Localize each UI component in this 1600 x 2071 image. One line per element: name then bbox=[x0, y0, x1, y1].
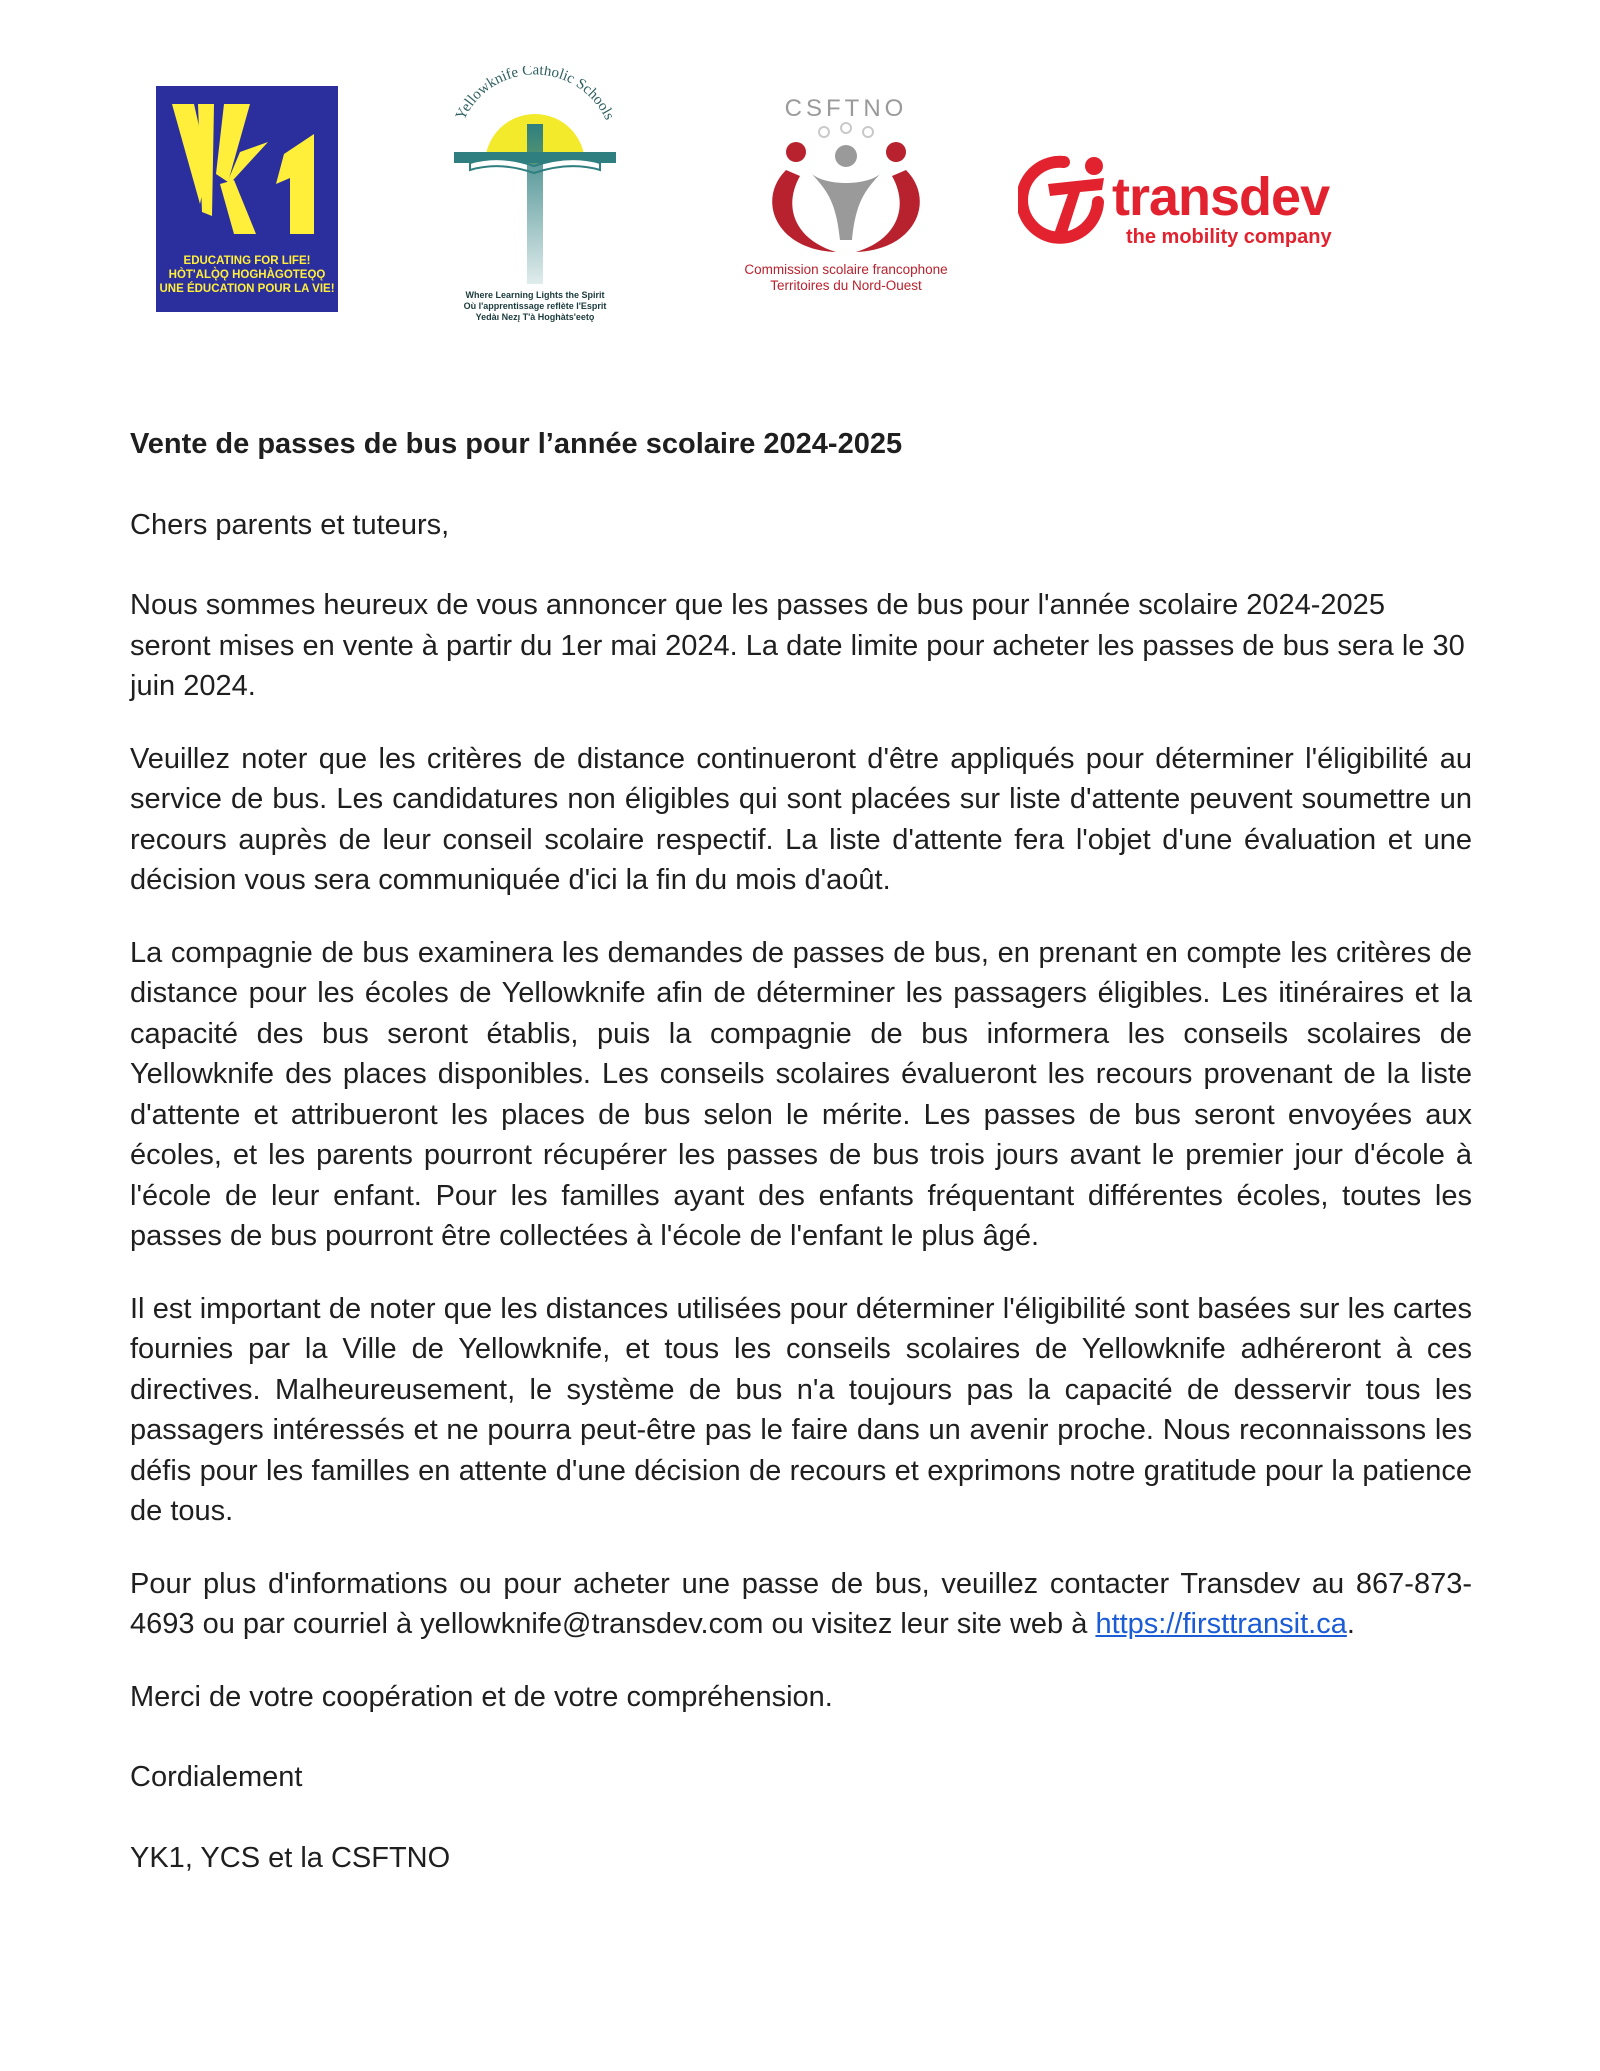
csftno-acronym: CSFTNO bbox=[784, 95, 908, 122]
letter-contact-paragraph bbox=[130, 1564, 1472, 1645]
letter-paragraph-2: Veuillez noter que les critères de distance continueront d'être appliqués pour déterminer l'éligibilité au service de bus. Les candidatures non éligibles qui sont placées sur liste d'attente peuvent soumettre un recours auprès de leur conseil scolaire respectif. La liste d'attente fera l'objet d'une évaluation et une décision vous sera communiquée d'ici la fin du mois d'août. bbox=[130, 742, 1472, 896]
letter-body bbox=[130, 424, 1472, 1878]
ycs-cross-icon bbox=[440, 66, 630, 286]
ycs-arc-name: Yellowknife Catholic Schools bbox=[452, 66, 618, 123]
yk1-tagline-2: HÒT'ALǪ̀Ǫ HOGHÀGOTEǪǪ bbox=[168, 269, 326, 281]
letter-paragraph-1: Nous sommes heureux de vous annoncer que les passes de bus pour l'année scolaire 2024-2025 seront mises en vente à partir du 1er mai 2024. La date limite pour acheter les passes de bus sera le 30 juin 2024. bbox=[130, 589, 1465, 702]
ycs-motto-1: Where Learning Lights the Spirit bbox=[465, 290, 605, 300]
letter-thanks: Merci de votre coopération et de votre compréhension. bbox=[130, 1680, 833, 1713]
ycs-motto-2: Où l'apprentissage reflète l'Esprit bbox=[463, 301, 607, 311]
logo-banner bbox=[0, 0, 1600, 340]
website-link[interactable]: https://firsttransit.ca bbox=[1095, 1608, 1347, 1640]
letter-title: Vente de passes de bus pour l’année scolaire 2024-2025 bbox=[130, 428, 903, 460]
csftno-caption-1: Commission scolaire francophone bbox=[744, 262, 948, 277]
transdev-tagline: the mobility company bbox=[1126, 226, 1332, 248]
letter-paragraph-3: La compagnie de bus examinera les demandes de passes de bus, en prenant en compte les critères de distance pour les écoles de Yellowknife afin de déterminer les passagers éligibles. Les itinéraires et la capacité des bus seront établis, puis la compagnie de bus informera les conseils scolaires de Yellowknife des places disponibles. Les conseils scolaires évalueront les recours provenant de la liste d'attente et attribueront les places de bus selon le mérite. Les passes de bus seront envoyées aux écoles, et les parents pourront récupérer les passes de bus trois jours avant le premier jour d'école à l'école de leur enfant. Pour les familles ayant des enfants fréquentant différentes écoles, toutes les passes de bus pourront être collectées à l'école de l'enfant le plus âgé. bbox=[130, 936, 1472, 1252]
yk1-mark-icon bbox=[164, 94, 330, 244]
yk1-tagline-3: UNE ÉDUCATION POUR LA VIE! bbox=[159, 283, 335, 295]
contact-end: . bbox=[1346, 1608, 1355, 1640]
yk1-tagline-1: EDUCATING FOR LIFE! bbox=[183, 255, 311, 267]
csftno-emblem-icon bbox=[716, 90, 976, 260]
ycs-motto-3: Yedàı Nezı̨ T'à Hoghàts'eetǫ bbox=[475, 312, 595, 322]
letter-closing: Cordialement bbox=[130, 1761, 303, 1793]
contact-text: Pour plus d'informations ou pour acheter une passe de bus, veuillez contacter Transdev au 867-873-4693 ou par courriel à yellowknife@transdev.com ou visitez leur site web à bbox=[130, 1567, 1472, 1640]
transdev-runner-icon bbox=[1018, 148, 1114, 248]
ycs-logo bbox=[440, 66, 630, 330]
yk1-logo bbox=[156, 86, 338, 312]
transdev-logo bbox=[1018, 148, 1348, 260]
transdev-wordmark: transdev bbox=[1112, 167, 1330, 227]
letter-signature: YK1, YCS et la CSFTNO bbox=[130, 1841, 451, 1874]
csftno-logo bbox=[716, 90, 976, 310]
csftno-caption-2: Territoires du Nord-Ouest bbox=[770, 278, 922, 293]
letter-paragraph-4: Il est important de noter que les distances utilisées pour déterminer l'éligibilité sont basées sur les cartes fournies par la Ville de Yellowknife, et tous les conseils scolaires de Yellowknife adhéreront à ces directives. Malheureusement, le système de bus n'a toujours pas la capacité de desservir tous les passagers intéressés et ne pourra peut-être pas le faire dans un avenir proche. Nous reconnaissons les défis pour les familles en attente d'une décision de recours et exprimons notre gratitude pour la patience de tous. bbox=[130, 1292, 1472, 1527]
letter-greeting: Chers parents et tuteurs, bbox=[130, 508, 450, 541]
